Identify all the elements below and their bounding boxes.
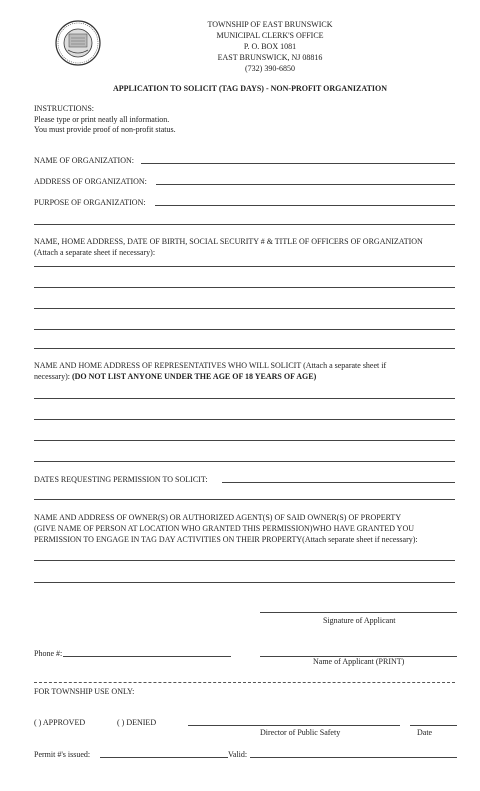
officers-field-2[interactable] [34,287,455,288]
applicant-name-label: Name of Applicant (PRINT) [313,657,405,666]
reps-field-3[interactable] [34,440,455,441]
approved-checkbox[interactable]: ( ) APPROVED [34,718,86,727]
instructions-heading: INSTRUCTIONS: [34,104,95,113]
permit-label: Permit #'s issued: [34,750,91,759]
permit-field[interactable] [100,757,228,758]
officers-field-1[interactable] [34,266,455,267]
denied-checkbox[interactable]: ( ) DENIED [117,718,157,727]
reps-label-2a: necessary): [34,372,72,381]
officers-field-5[interactable] [34,348,455,349]
date-label: Date [417,728,433,737]
org-address-field[interactable] [156,184,455,185]
officers-field-4[interactable] [34,329,455,330]
officers-field-3[interactable] [34,308,455,309]
signature-field[interactable] [260,612,457,613]
phone-field[interactable] [63,656,231,657]
township-seal [55,20,101,66]
owners-field-1[interactable] [34,560,455,561]
org-purpose-field-2[interactable] [34,224,455,225]
reps-label-2 [34,373,316,381]
director-label: Director of Public Safety [260,728,341,737]
director-field[interactable] [188,725,400,726]
dates-field[interactable] [222,482,455,483]
org-name-field[interactable] [141,163,455,164]
header-line-5: (732) 390-6850 [245,64,295,73]
reps-field-1[interactable] [34,398,455,399]
reps-label-1: NAME AND HOME ADDRESS OF REPRESENTATIVES WHO WILL SOLICIT (Attach a separate sheet if [34,361,387,370]
instructions-line-2: You must provide proof of non-profit status. [34,125,176,134]
date-field[interactable] [410,725,457,726]
header-line-2: MUNICIPAL CLERK'S OFFICE [216,31,324,40]
page-title: APPLICATION TO SOLICIT (TAG DAYS) - NON-PROFIT ORGANIZATION [112,84,388,93]
owners-field-2[interactable] [34,582,455,583]
org-purpose-field[interactable] [155,205,455,206]
owners-label-2: (GIVE NAME OF PERSON AT LOCATION WHO GRANTED THIS PERMISSION)WHO HAVE GRANTED YOU [34,524,415,533]
owners-label-3: PERMISSION TO ENGAGE IN TAG DAY ACTIVITIES ON THEIR PROPERTY(Attach separate sheet if necessary): [34,535,418,544]
officers-label-1: NAME, HOME ADDRESS, DATE OF BIRTH, SOCIAL SECURITY # & TITLE OF OFFICERS OF ORGANIZATION [34,237,423,246]
valid-label: Valid: [228,750,248,759]
header-line-3: P. O. BOX 1081 [243,42,297,51]
reps-field-2[interactable] [34,419,455,420]
valid-field[interactable] [250,757,457,758]
owners-label-1: NAME AND ADDRESS OF OWNER(S) OR AUTHORIZED AGENT(S) OF SAID OWNER(S) OF PROPERTY [34,513,402,522]
officers-label-2: (Attach a separate sheet if necessary): [34,248,156,257]
dates-label: DATES REQUESTING PERMISSION TO SOLICIT: [34,475,208,484]
township-use-divider [34,682,455,683]
dates-field-2[interactable] [34,499,455,500]
org-purpose-label: PURPOSE OF ORGANIZATION: [34,198,146,207]
header-line-1: TOWNSHIP OF EAST BRUNSWICK [207,20,333,29]
reps-field-4[interactable] [34,461,455,462]
header-line-4: EAST BRUNSWICK, NJ 08816 [217,53,323,62]
signature-label: Signature of Applicant [323,616,396,625]
org-name-label: NAME OF ORGANIZATION: [34,156,134,165]
reps-age-warning: (DO NOT LIST ANYONE UNDER THE AGE OF 18 YEARS OF AGE) [71,372,317,381]
phone-label: Phone #: [34,649,63,658]
township-use-heading: FOR TOWNSHIP USE ONLY: [34,687,135,696]
instructions-line-1: Please type or print neatly all information. [34,115,170,124]
org-address-label: ADDRESS OF ORGANIZATION: [34,177,147,186]
